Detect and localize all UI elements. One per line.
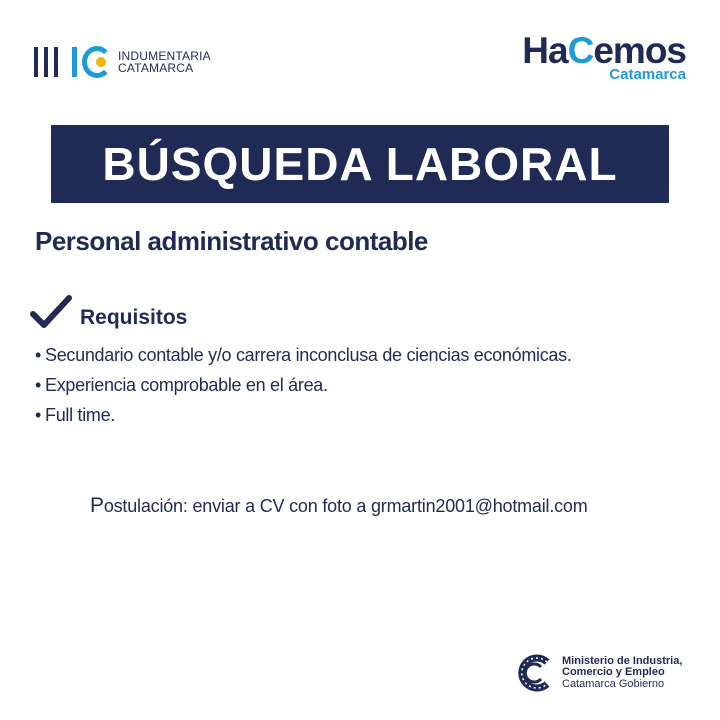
hacemos-part-1: Ha	[522, 30, 568, 71]
ministry-line-2: Comercio y Empleo	[562, 666, 665, 679]
requirements-list	[35, 340, 572, 430]
bars-icon	[34, 47, 58, 77]
ministry-c-icon	[514, 652, 556, 694]
ministry-logo	[514, 652, 682, 694]
list-item	[35, 370, 572, 400]
check-icon	[30, 294, 72, 330]
bullet: •	[35, 345, 42, 365]
list-item	[35, 340, 572, 370]
hacemos-subtitle: Catamarca	[609, 66, 686, 83]
banner-title: BÚSQUEDA LABORAL	[102, 138, 618, 190]
hacemos-wordmark	[522, 32, 686, 70]
requirement-text: Secundario contable y/o carrera inconclusa de ciencias económicas.	[45, 345, 572, 365]
title-banner	[51, 125, 669, 203]
hacemos-logo	[522, 32, 686, 82]
indumentaria-brand-text	[118, 50, 211, 74]
application-first-letter: P	[90, 494, 104, 517]
hacemos-part-3: emos	[593, 30, 686, 71]
list-item	[35, 400, 572, 430]
requirement-text: Experiencia comprobable en el área.	[45, 375, 328, 395]
brand-line-2: CATAMARCA	[118, 61, 194, 75]
application-info	[90, 494, 588, 518]
indumentaria-logo	[34, 44, 211, 80]
bullet: •	[35, 405, 42, 425]
requirements-title: Requisitos	[80, 306, 188, 329]
ministry-text	[562, 656, 682, 691]
position-title: Personal administrativo contable	[35, 226, 428, 256]
requirements-heading	[30, 294, 187, 330]
ministry-line-3: Catamarca Gobierno	[562, 677, 665, 690]
application-text: ostulación: enviar a CV con foto a grmartin2001@hotmail.com	[103, 496, 588, 516]
requirement-text: Full time.	[45, 405, 116, 425]
bullet: •	[35, 375, 42, 395]
brand-line-1: INDUMENTARIA	[118, 49, 211, 63]
hacemos-part-2: C	[567, 30, 594, 71]
ministry-line-1: Ministerio de Industria,	[562, 654, 683, 667]
ic-logo-icon	[72, 44, 112, 80]
